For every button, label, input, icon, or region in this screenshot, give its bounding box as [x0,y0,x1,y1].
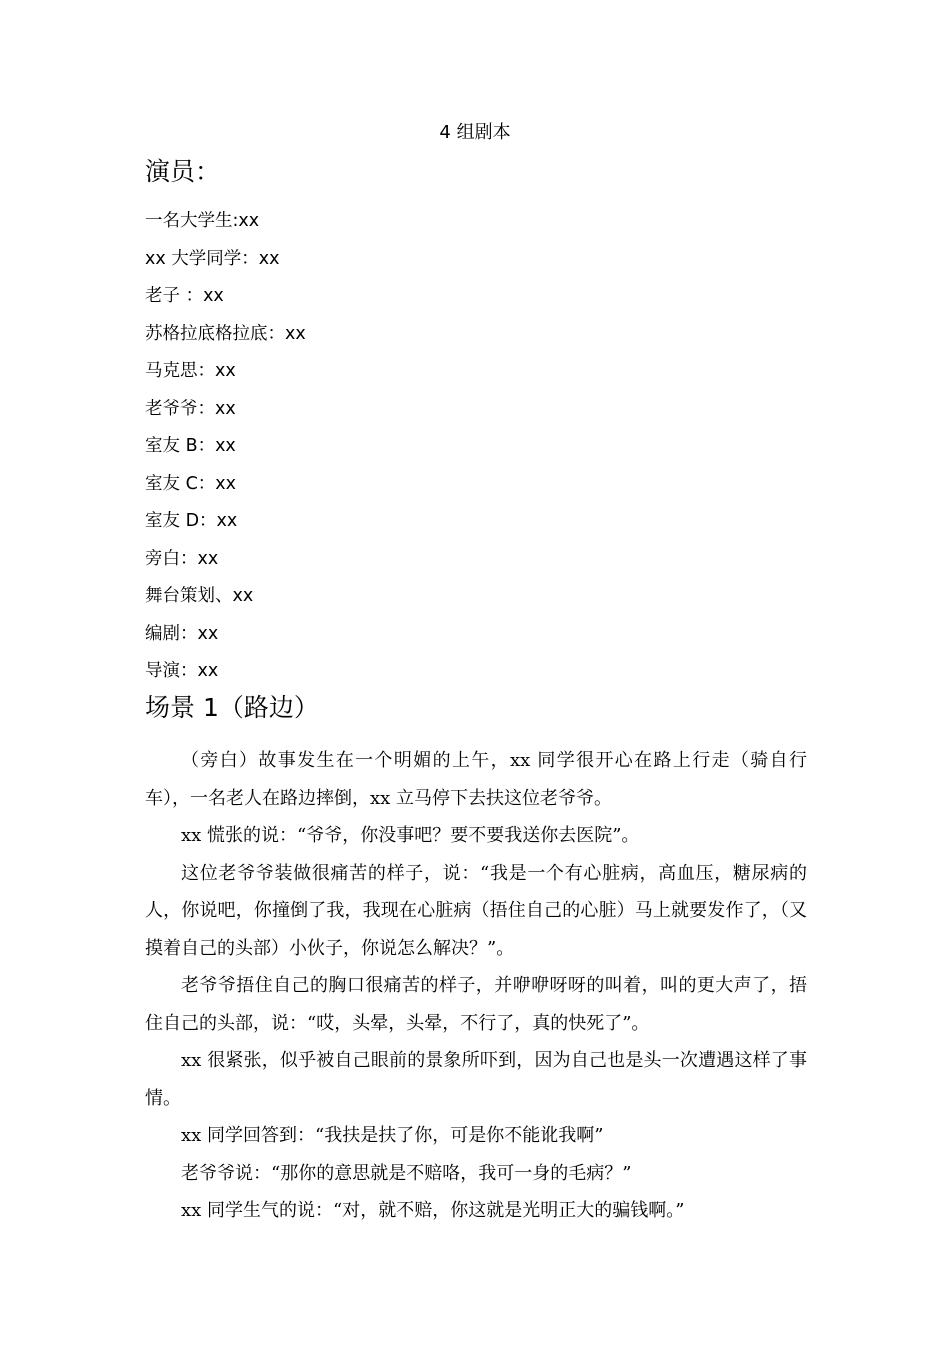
document-title: 4 组剧本 [439,122,511,143]
cast-heading: 演员： [145,157,221,186]
script-paragraph: xx 同学生气的说：“对，就不赔，你这就是光明正大的骗钱啊。” [181,1200,685,1221]
cast-member: 室友 D：xx [145,511,238,531]
scene-body [145,742,807,1230]
cast-list [145,208,306,696]
script-paragraph: xx 慌张的说：“爷爷，你没事吧？要不要我送你去医院”。 [181,825,640,846]
cast-member: 马克思：xx [145,361,236,381]
cast-member: 老爷爷：xx [145,398,236,419]
cast-member: 编剧：xx [145,623,219,644]
scene-heading: 场景 1（路边） [145,693,319,722]
script-paragraph: 老爷爷捂住自己的胸口很痛苦的样子，并咿咿呀呀的叫着，叫的更大声了，捂住自己的头部，说：“哎，头晕，头晕，不行了，真的快死了”。 [145,975,807,1034]
cast-member: 苏格拉底格拉底：xx [145,323,306,344]
cast-member: 导演：xx [145,661,219,681]
cast-member: xx 大学同学：xx [145,248,280,269]
cast-member: 一名大学生:xx [145,211,260,231]
script-paragraph: xx 很紧张，似乎被自己眼前的景象所吓到，因为自己也是头一次遭遇这样了事情。 [145,1050,807,1109]
script-paragraph: xx 同学回答到：“我扶是扶了你，可是你不能讹我啊” [181,1125,604,1146]
script-paragraph: 老爷爷说：“那你的意思就是不赔咯，我可一身的毛病？” [181,1162,632,1184]
script-paragraph: （旁白）故事发生在一个明媚的上午，xx 同学很开心在路上行走（骑自行车），一名老人在路边摔倒，xx 立马停下去扶这位老爷爷。 [145,750,807,809]
cast-member: 旁白：xx [145,548,219,569]
cast-member: 老子 ：xx [145,286,224,306]
cast-member: 室友 C：xx [145,473,236,494]
cast-member: 室友 B：xx [145,436,236,456]
cast-member: 舞台策划、xx [145,586,254,606]
script-paragraph: 这位老爷爷装做很痛苦的样子，说：“我是一个有心脏病，高血压，糖尿病的人，你说吧，你撞倒了我，我现在心脏病（捂住自己的心脏）马上就要发作了，（又摸着自己的头部）小伙子，你说怎么解决？”。 [145,862,807,959]
